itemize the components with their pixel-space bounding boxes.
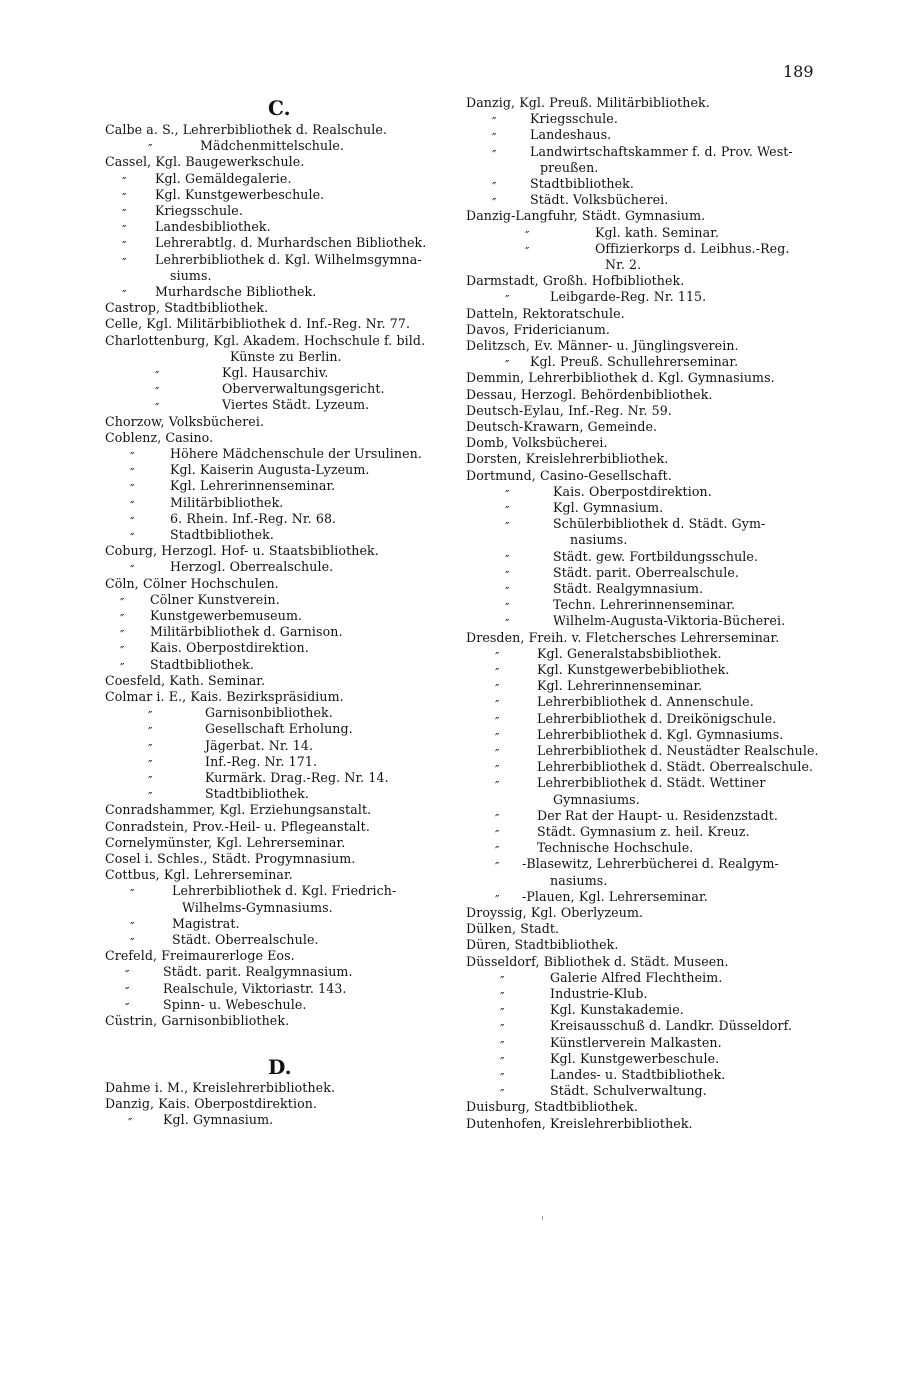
index-entry-line: Coesfeld, Kath. Seminar. xyxy=(105,672,266,688)
index-entry-line: Mädchenmittelschule. xyxy=(200,138,344,154)
index-entry-line: Leibgarde-Reg. Nr. 115. xyxy=(550,289,707,305)
ditto-mark: ″ xyxy=(500,990,505,1004)
ditto-mark: ″ xyxy=(148,757,153,772)
index-entry-line: Städt. Schulverwaltung. xyxy=(550,1083,707,1099)
ditto-mark: ″ xyxy=(128,1116,133,1131)
index-entry-line: Herzogl. Oberrealschule. xyxy=(170,559,334,575)
index-entry-line: Kgl. Gemäldegalerie. xyxy=(155,170,292,186)
index-entry-line: Offizierkorps d. Leibhus.-Reg. xyxy=(595,240,790,256)
index-entry-line: Lehrerbibliothek d. Städt. Wettiner xyxy=(537,775,766,791)
index-entry-line: Danzig, Kais. Oberpostdirektion. xyxy=(105,1096,318,1112)
index-entry-line: Cassel, Kgl. Baugewerkschule. xyxy=(105,154,305,170)
index-entry-line: preußen. xyxy=(540,159,599,175)
index-entry-line: nasiums. xyxy=(550,872,608,888)
index-entry-line: Landesbibliothek. xyxy=(155,219,271,235)
index-entry-line: Galerie Alfred Flechtheim. xyxy=(550,969,723,985)
index-entry-line: Stadtbibliothek. xyxy=(170,527,274,542)
index-entry-line: Landes- u. Stadtbibliothek. xyxy=(550,1067,726,1082)
index-entry-line: Kgl. Preuß. Schullehrerseminar. xyxy=(530,354,739,370)
ditto-mark: ″ xyxy=(148,741,153,756)
ditto-mark: ″ xyxy=(130,936,135,950)
ditto-mark: ″ xyxy=(120,660,125,675)
index-entry-line: Städt. parit. Realgymnasium. xyxy=(163,964,353,980)
ditto-mark: ″ xyxy=(492,115,497,130)
index-entry-line: Kgl. Lehrerinnenseminar. xyxy=(170,478,336,494)
section-heading-d: D. xyxy=(268,1055,292,1079)
index-entry-line: Städt. Volksbücherei. xyxy=(530,192,669,208)
index-entry-line: Conradshammer, Kgl. Erziehungsanstalt. xyxy=(105,802,372,818)
index-entry-line: nasiums. xyxy=(570,532,628,548)
ditto-mark: ″ xyxy=(500,1022,505,1037)
ditto-mark: ″ xyxy=(130,498,135,513)
index-entry-line: Kgl. kath. Seminar. xyxy=(595,224,720,240)
ditto-mark: ″ xyxy=(492,147,497,162)
index-entry-line: Inf.-Reg. Nr. 171. xyxy=(205,753,318,769)
index-entry-line: Dortmund, Casino-Gesellschaft. xyxy=(466,467,672,483)
index-entry-line: Militärbibliothek d. Garnison. xyxy=(150,624,343,640)
ditto-mark: ″ xyxy=(495,860,500,875)
ditto-mark: ″ xyxy=(495,844,500,859)
index-entry-line: Kgl. Hausarchiv. xyxy=(222,365,329,380)
index-entry-line: Dutenhofen, Kreislehrerbibliothek. xyxy=(466,1115,693,1131)
ditto-mark: ″ xyxy=(120,595,125,610)
index-entry-line: Landwirtschaftskammer f. d. Prov. West- xyxy=(530,143,793,159)
ditto-mark: ″ xyxy=(122,223,127,238)
ditto-mark: ″ xyxy=(120,644,125,659)
index-entry-line: Demmin, Lehrerbibliothek d. Kgl. Gymnasiums. xyxy=(466,370,775,386)
index-entry-line: Lehrerbibliothek d. Dreikönigschule. xyxy=(537,710,777,726)
index-entry-line: Lehrerbibliothek d. Neustädter Realschule. xyxy=(537,743,819,758)
index-entry-line: Kgl. Lehrerinnenseminar. xyxy=(537,678,703,694)
index-entry-line: Coblenz, Casino. xyxy=(105,429,214,445)
index-entry-line: Düsseldorf, Bibliothek d. Städt. Museen. xyxy=(466,953,729,969)
index-entry-line: Murhardsche Bibliothek. xyxy=(155,284,317,299)
index-entry-line: Kriegsschule. xyxy=(530,111,618,127)
index-entry-line: Schülerbibliothek d. Städt. Gym- xyxy=(553,516,766,532)
index-entry-line: Cüstrin, Garnisonbibliothek. xyxy=(105,1013,290,1028)
ditto-mark: ″ xyxy=(505,358,510,373)
index-entry-line: Technische Hochschule. xyxy=(537,840,694,856)
page-number: 189 xyxy=(783,62,814,81)
index-entry-line: Kreisausschuß d. Landkr. Düsseldorf. xyxy=(550,1018,793,1034)
index-entry-line: siums. xyxy=(170,267,212,283)
index-entry-line: Kgl. Gymnasium. xyxy=(163,1112,274,1128)
index-entry-line: Städt. gew. Fortbildungsschule. xyxy=(553,548,759,564)
ditto-mark: ″ xyxy=(155,369,160,383)
index-entry-line: Düren, Stadtbibliothek. xyxy=(466,937,619,953)
index-entry-line: Kgl. Kunstgewerbeschule. xyxy=(550,1050,720,1066)
ditto-mark: ″ xyxy=(125,1000,130,1015)
index-entry-line: Danzig, Kgl. Preuß. Militärbibliothek. xyxy=(466,95,710,110)
index-entry-line: Dülken, Stadt. xyxy=(466,921,560,937)
index-entry-line: Oberverwaltungsgericht. xyxy=(222,381,385,397)
ditto-mark: ″ xyxy=(122,174,127,189)
ditto-mark: ″ xyxy=(492,180,497,194)
ditto-mark: ″ xyxy=(495,698,500,713)
index-entry-line: Crefeld, Freimaurerloge Eos. xyxy=(105,948,295,964)
index-entry-line: Charlottenburg, Kgl. Akadem. Hochschule f. bild. xyxy=(105,332,426,348)
index-entry-line: Höhere Mädchenschule der Ursulinen. xyxy=(170,446,422,461)
index-entry-line: Wilhelm-Augusta-Viktoria-Bücherei. xyxy=(553,613,786,629)
index-entry-line: Jägerbat. Nr. 14. xyxy=(205,737,314,753)
ditto-mark: ″ xyxy=(505,487,510,502)
index-entry-line: Künstlerverein Malkasten. xyxy=(550,1034,722,1050)
index-entry-line: Städt. Gymnasium z. heil. Kreuz. xyxy=(537,824,750,839)
index-entry-line: Künste zu Berlin. xyxy=(230,348,342,364)
ditto-mark: ″ xyxy=(525,244,530,259)
index-entry-line: Darmstadt, Großh. Hofbibliothek. xyxy=(466,273,685,289)
ditto-mark: ″ xyxy=(125,984,130,999)
section-heading-c: C. xyxy=(268,96,291,120)
index-entry-line: Kurmärk. Drag.-Reg. Nr. 14. xyxy=(205,770,389,785)
ditto-mark: ″ xyxy=(130,482,135,497)
index-entry-line: Kunstgewerbemuseum. xyxy=(150,608,303,623)
index-entry-line: Droyssig, Kgl. Oberlyzeum. xyxy=(466,905,644,920)
index-entry-line: Städt. Oberrealschule. xyxy=(172,932,319,947)
index-entry-line: Militärbibliothek. xyxy=(170,494,284,510)
ditto-mark: ″ xyxy=(148,709,153,724)
index-entry-line: Kgl. Kunstgewerbeschule. xyxy=(155,186,325,202)
index-entry-line: Datteln, Rektoratschule. xyxy=(466,305,625,321)
ditto-mark: ″ xyxy=(525,228,530,243)
index-entry-line: Conradstein, Prov.-Heil- u. Pflegeanstalt. xyxy=(105,818,370,834)
ditto-mark: ″ xyxy=(500,1038,505,1053)
ditto-mark: ″ xyxy=(495,714,500,729)
ditto-mark: ″ xyxy=(155,385,160,400)
ditto-mark: ″ xyxy=(495,730,500,745)
index-entry-line: Städt. parit. Oberrealschule. xyxy=(553,564,740,580)
index-entry-line: Der Rat der Haupt- u. Residenzstadt. xyxy=(537,807,778,823)
index-entry-line: Industrie-Klub. xyxy=(550,986,648,1001)
index-entry-line: Castrop, Stadtbibliothek. xyxy=(105,300,269,316)
ditto-mark: ″ xyxy=(130,887,135,902)
index-entry-line: Wilhelms-Gymnasiums. xyxy=(182,899,333,915)
index-entry-line: Colmar i. E., Kais. Bezirkspräsidium. xyxy=(105,689,344,704)
index-entry-line: Nr. 2. xyxy=(605,257,642,272)
ditto-mark: ″ xyxy=(495,779,500,794)
ditto-mark: ″ xyxy=(505,585,510,599)
ditto-mark: ″ xyxy=(130,450,135,464)
ditto-mark: ″ xyxy=(495,811,500,826)
ditto-mark: ″ xyxy=(122,288,127,302)
index-entry-line: Kgl. Kunstakademie. xyxy=(550,1002,684,1018)
ditto-mark: ″ xyxy=(495,747,500,761)
index-entry-line: -Blasewitz, Lehrerbücherei d. Realgym- xyxy=(522,856,779,872)
ditto-mark: ″ xyxy=(495,666,500,680)
index-entry-line: Kriegsschule. xyxy=(155,203,243,218)
index-entry-line: Dahme i. M., Kreislehrerbibliothek. xyxy=(105,1080,336,1095)
ditto-mark: ″ xyxy=(155,401,160,416)
index-entry-line: Duisburg, Stadtbibliothek. xyxy=(466,1099,638,1115)
index-entry-line: Coburg, Herzogl. Hof- u. Staatsbibliothek. xyxy=(105,543,379,559)
index-entry-line: Dresden, Freih. v. Fletchersches Lehrerseminar. xyxy=(466,629,780,645)
index-entry-line: Cölner Kunstverein. xyxy=(150,591,280,607)
index-entry-line: Lehrerbibliothek d. Kgl. Wilhelmsgymna- xyxy=(155,251,422,267)
index-entry-line: Lehrerbibliothek d. Annenschule. xyxy=(537,694,754,710)
ditto-mark: ″ xyxy=(495,892,500,907)
print-mark xyxy=(542,1216,543,1220)
index-entry-line: Calbe a. S., Lehrerbibliothek d. Realschule. xyxy=(105,122,388,137)
index-entry-line: Gesellschaft Erholung. xyxy=(205,721,353,737)
ditto-mark: ″ xyxy=(495,828,500,842)
index-entry-line: Cosel i. Schles., Städt. Progymnasium. xyxy=(105,851,356,866)
ditto-mark: ″ xyxy=(495,649,500,664)
index-entry-line: Lehrerabtlg. d. Murhardschen Bibliothek. xyxy=(155,235,427,251)
ditto-mark: ″ xyxy=(122,255,127,270)
index-entry-line: Cöln, Cölner Hochschulen. xyxy=(105,575,279,591)
ditto-mark: ″ xyxy=(495,763,500,778)
ditto-mark: ″ xyxy=(148,790,153,805)
ditto-mark: ″ xyxy=(122,190,127,205)
index-entry-line: Lehrerbibliothek d. Kgl. Friedrich- xyxy=(172,883,397,899)
index-entry-line: Lehrerbibliothek d. Kgl. Gymnasiums. xyxy=(537,726,784,742)
index-entry-line: 6. Rhein. Inf.-Reg. Nr. 68. xyxy=(170,510,337,526)
ditto-mark: ″ xyxy=(148,774,153,788)
ditto-mark: ″ xyxy=(148,142,153,157)
index-entry-line: Lehrerbibliothek d. Städt. Oberrealschule. xyxy=(537,759,814,775)
ditto-mark: ″ xyxy=(130,514,135,529)
index-entry-line: Cottbus, Kgl. Lehrerseminar. xyxy=(105,867,293,883)
ditto-mark: ″ xyxy=(505,520,510,535)
index-entry-line: Celle, Kgl. Militärbibliothek d. Inf.-Reg. Nr. 77. xyxy=(105,316,411,332)
index-entry-line: Realschule, Viktoriastr. 143. xyxy=(163,980,347,996)
ditto-mark: ″ xyxy=(505,568,510,583)
index-entry-line: Kgl. Gymnasium. xyxy=(553,500,664,515)
ditto-mark: ″ xyxy=(148,725,153,740)
index-entry-line: Kais. Oberpostdirektion. xyxy=(150,640,309,656)
index-entry-line: Chorzow, Volksbücherei. xyxy=(105,413,265,429)
ditto-mark: ″ xyxy=(120,612,125,626)
index-entry-line: Dessau, Herzogl. Behördenbibliothek. xyxy=(466,386,713,402)
ditto-mark: ″ xyxy=(500,1054,505,1069)
ditto-mark: ″ xyxy=(505,601,510,616)
ditto-mark: ″ xyxy=(505,293,510,308)
index-entry-line: Danzig-Langfuhr, Städt. Gymnasium. xyxy=(466,208,706,224)
ditto-mark: ″ xyxy=(125,968,130,983)
ditto-mark: ″ xyxy=(122,239,127,254)
index-entry-line: Kgl. Kunstgewerbebibliothek. xyxy=(537,662,730,677)
ditto-mark: ″ xyxy=(500,1087,505,1102)
ditto-mark: ″ xyxy=(500,1071,505,1085)
index-entry-line: Magistrat. xyxy=(172,915,240,931)
ditto-mark: ″ xyxy=(505,504,510,518)
ditto-mark: ″ xyxy=(120,628,125,643)
ditto-mark: ″ xyxy=(130,563,135,578)
index-entry-line: Deutsch-Eylau, Inf.-Reg. Nr. 59. xyxy=(466,402,673,418)
index-entry-line: Domb, Volksbücherei. xyxy=(466,435,608,451)
ditto-mark: ″ xyxy=(492,196,497,211)
index-entry-line: Stadtbibliothek. xyxy=(530,176,634,191)
index-entry-line: Landeshaus. xyxy=(530,127,612,143)
index-entry-line: Delitzsch, Ev. Männer- u. Jünglingsverein. xyxy=(466,338,739,353)
index-entry-line: Gymnasiums. xyxy=(553,791,640,807)
ditto-mark: ″ xyxy=(505,552,510,567)
index-entry-line: Dorsten, Kreislehrerbibliothek. xyxy=(466,451,669,467)
ditto-mark: ″ xyxy=(492,131,497,146)
index-entry-line: Stadtbibliothek. xyxy=(150,656,254,672)
ditto-mark: ″ xyxy=(130,531,135,545)
ditto-mark: ″ xyxy=(500,1006,505,1021)
index-entry-line: Garnisonbibliothek. xyxy=(205,705,333,721)
ditto-mark: ″ xyxy=(130,919,135,934)
index-entry-line: Städt. Realgymnasium. xyxy=(553,581,704,596)
index-entry-line: Stadtbibliothek. xyxy=(205,786,309,802)
index-entry-line: Spinn- u. Webeschule. xyxy=(163,996,307,1012)
ditto-mark: ″ xyxy=(130,466,135,481)
index-entry-line: Deutsch-Krawarn, Gemeinde. xyxy=(466,419,658,434)
index-entry-line: Kgl. Generalstabsbibliothek. xyxy=(537,645,722,661)
ditto-mark: ″ xyxy=(500,973,505,988)
index-entry-line: -Plauen, Kgl. Lehrerseminar. xyxy=(522,888,708,904)
index-entry-line: Viertes Städt. Lyzeum. xyxy=(222,397,370,413)
index-entry-line: Cornelymünster, Kgl. Lehrerseminar. xyxy=(105,834,346,850)
ditto-mark: ″ xyxy=(495,682,500,697)
index-entry-line: Kgl. Kaiserin Augusta-Lyzeum. xyxy=(170,462,370,478)
ditto-mark: ″ xyxy=(505,617,510,632)
index-entry-line: Davos, Fridericianum. xyxy=(466,321,610,337)
index-entry-line: Kais. Oberpostdirektion. xyxy=(553,483,712,499)
index-entry-line: Techn. Lehrerinnenseminar. xyxy=(553,597,736,613)
ditto-mark: ″ xyxy=(122,207,127,221)
